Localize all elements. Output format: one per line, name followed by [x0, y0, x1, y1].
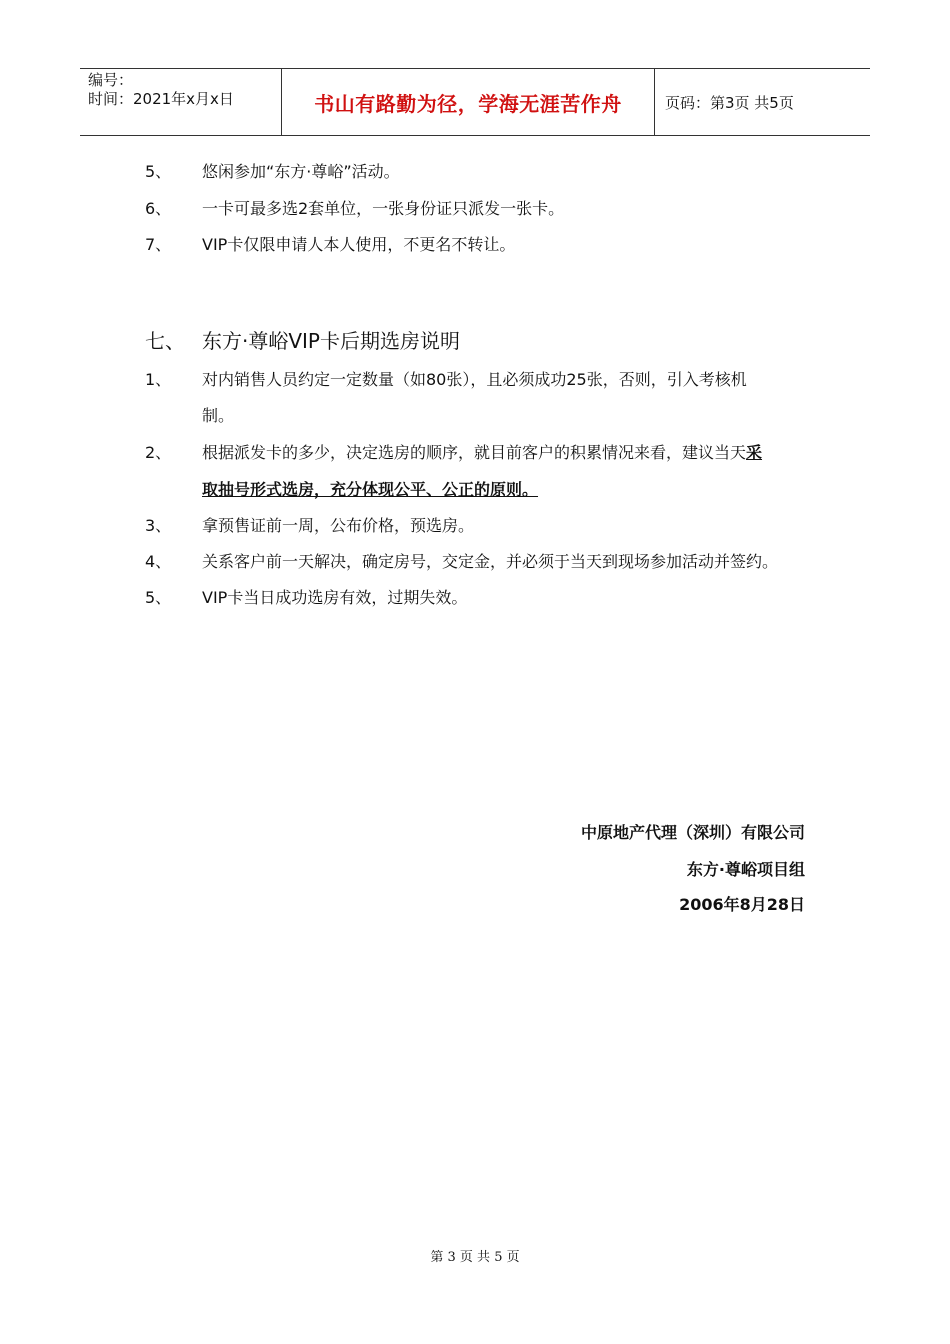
- section-number: 七、: [145, 329, 185, 353]
- page-footer: 第 3 页 共 5 页: [430, 1250, 520, 1265]
- list-item-emphasis: 采: [746, 443, 763, 462]
- list-item-text: 根据派发卡的多少，决定选房的顺序，就目前客户的积累情况来看，建议当天: [202, 443, 747, 462]
- section-title: 东方·尊峪VIP卡后期选房说明: [202, 329, 460, 353]
- list-item-text: 拿预售证前一周，公布价格，预选房。: [202, 516, 475, 535]
- list-item-text: 关系客户前一天解决，确定房号，交定金，并必须于当天到现场参加活动并签约。: [202, 552, 779, 571]
- list-item-number: 6、: [145, 199, 172, 218]
- list-item-number: 7、: [145, 235, 172, 254]
- header-date-label: 时间：2021年x月x日: [88, 90, 234, 108]
- list-item-text: VIP卡当日成功选房有效，过期失效。: [202, 588, 468, 607]
- signature-team: 东方·尊峪项目组: [686, 860, 805, 879]
- list-item-continuation: 取抽号形式选房，充分体现公平、公正的原则。: [202, 480, 539, 499]
- list-item-number: 4、: [145, 552, 172, 571]
- header-page-label: 页码：第3页 共5页: [665, 93, 794, 112]
- signature-company: 中原地产代理（深圳）有限公司: [580, 823, 805, 842]
- header-motto: 书山有路勤为径，学海无涯苦作舟: [282, 69, 655, 135]
- list-item-number: 3、: [145, 516, 172, 535]
- list-item-text: 一卡可最多选2套单位，一张身份证只派发一张卡。: [202, 199, 565, 218]
- signature-date: 2006年8月28日: [679, 895, 805, 914]
- list-item-number: 2、: [145, 443, 172, 462]
- list-item-continuation: 制。: [202, 406, 235, 425]
- list-item-number: 5、: [145, 162, 172, 181]
- page-header: [80, 68, 870, 136]
- list-item-text: 对内销售人员约定一定数量（如80张），且必须成功25张，否则，引入考核机: [202, 370, 747, 389]
- header-number-label: 编号：: [88, 71, 134, 89]
- list-item-text: VIP卡仅限申请人本人使用，不更名不转让。: [202, 235, 516, 254]
- list-item-text: 悠闲参加“东方·尊峪”活动。: [202, 162, 400, 181]
- list-item-number: 5、: [145, 588, 172, 607]
- list-item-text-wrap: [202, 442, 762, 464]
- list-item-number: 1、: [145, 370, 172, 389]
- header-info: [80, 69, 282, 135]
